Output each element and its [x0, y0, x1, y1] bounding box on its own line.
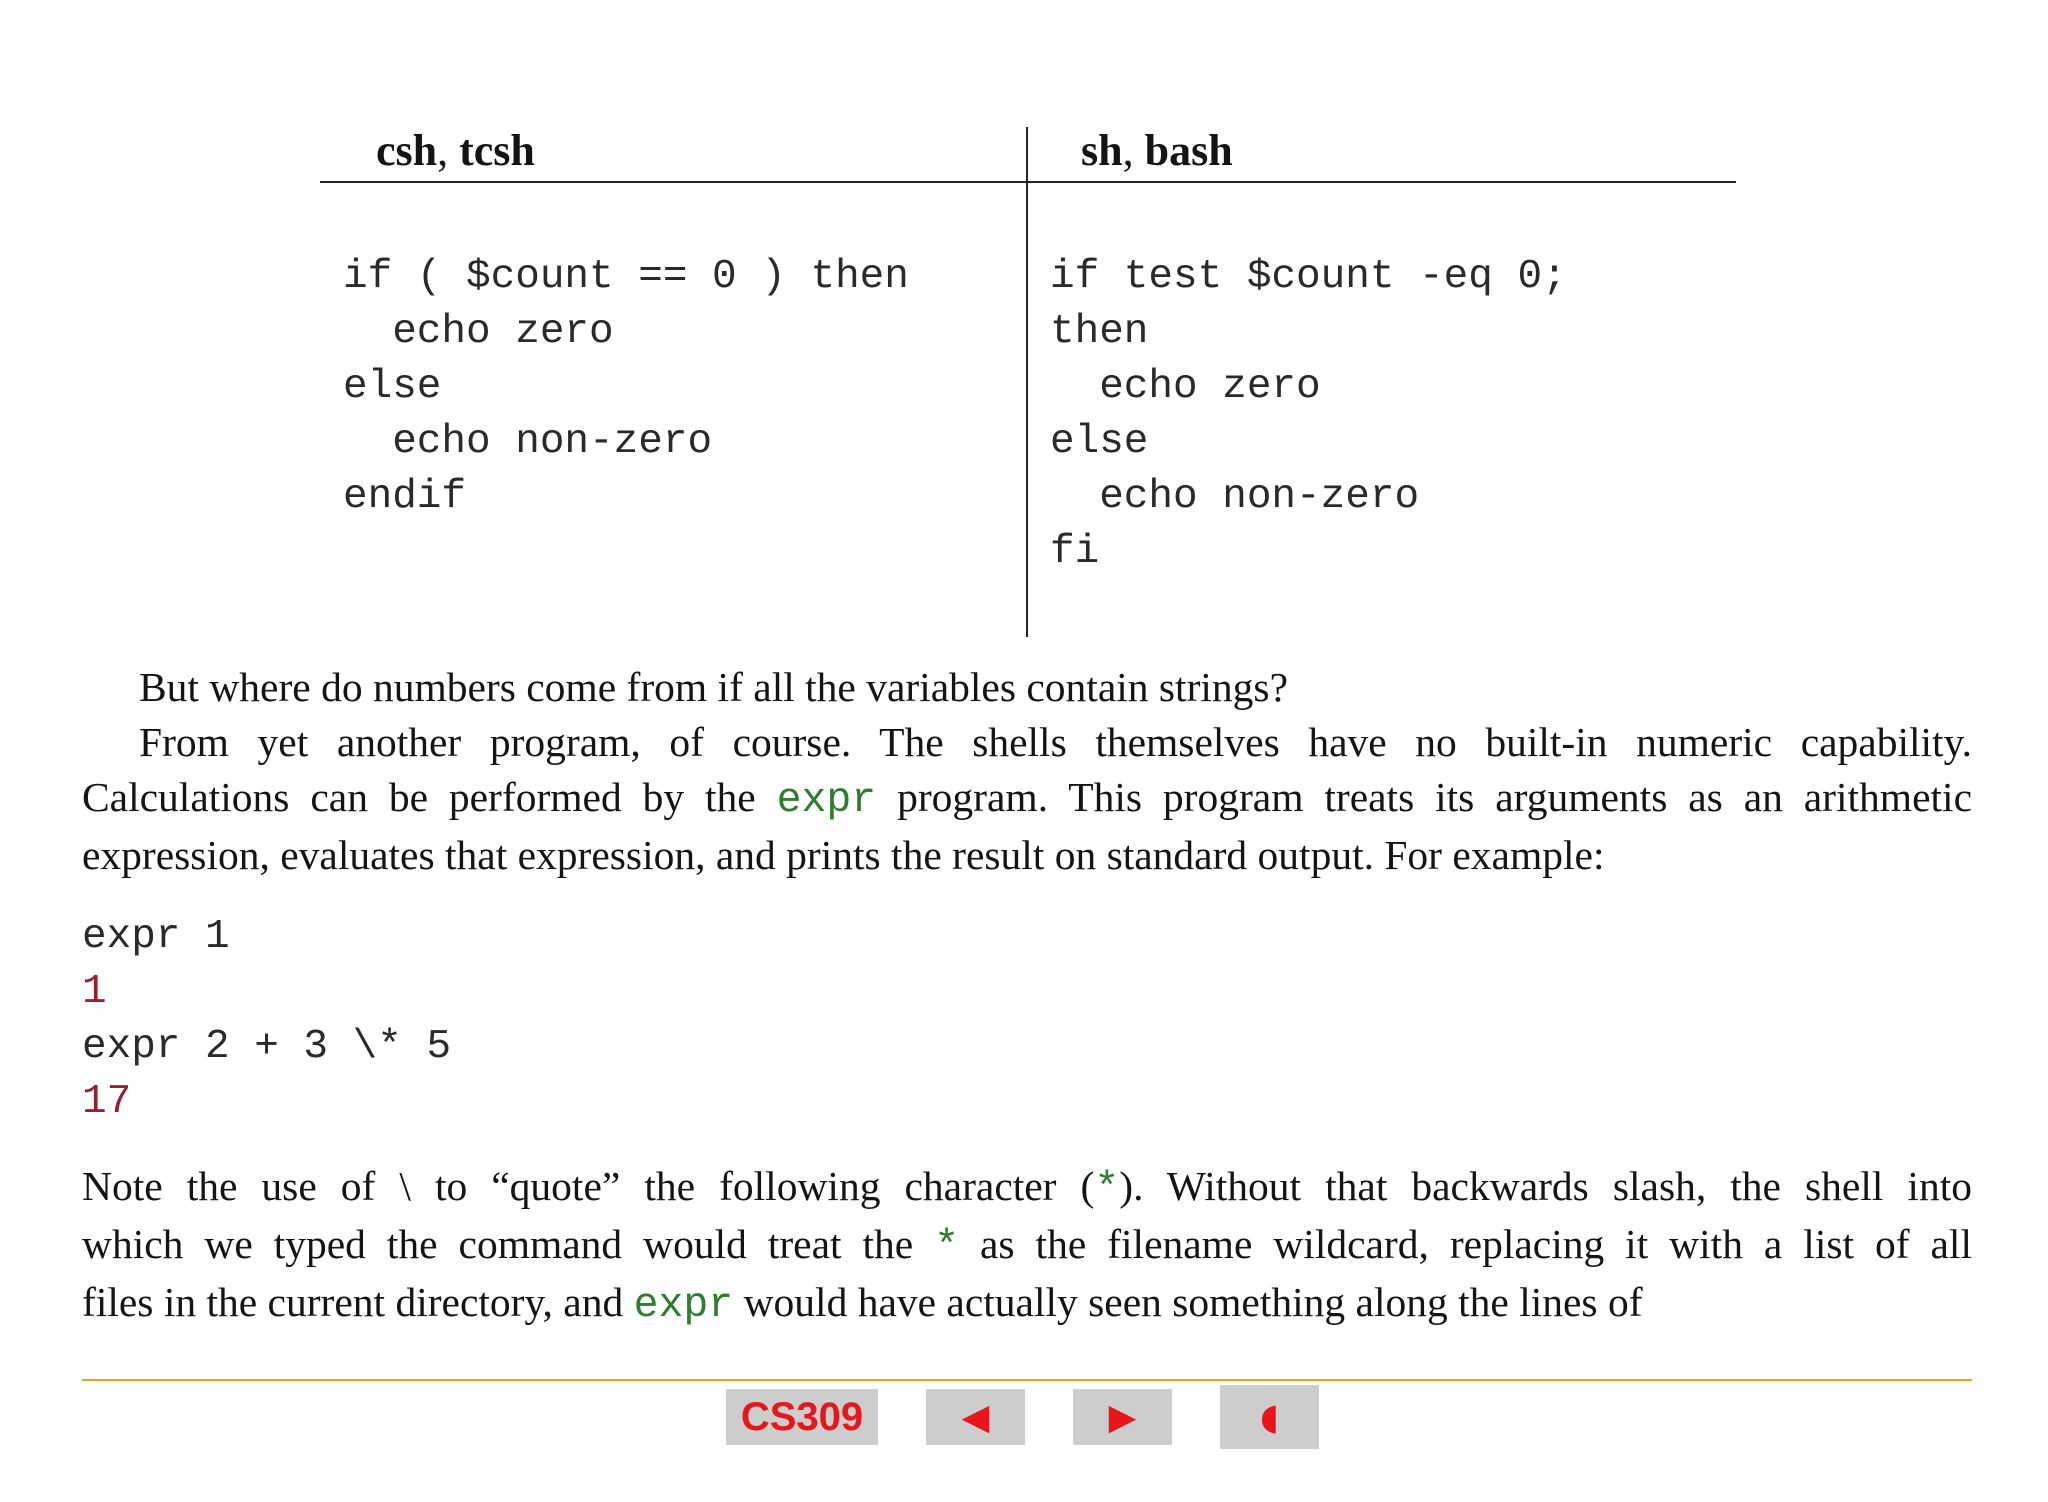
example-command: expr 1	[82, 914, 230, 960]
triangle-right-icon: ▶	[1108, 1396, 1137, 1438]
go-back-button[interactable]	[1220, 1385, 1319, 1449]
paragraph-line: which we typed the command would treat the * as the filename wildcard, replacing it with a list of all	[82, 1221, 1972, 1271]
example-output: 1	[82, 969, 107, 1015]
paragraph-line: expression, evaluates that expression, and prints the result on standard output. For example:	[82, 832, 1605, 878]
paragraph-line: From yet another program, of course. The shells themselves have no built-in numeric capability.	[139, 719, 1972, 765]
expr-keyword: expr	[633, 1282, 734, 1329]
paragraph-line: Calculations can be performed by the expr program. This program treats its arguments as an arithmetic	[82, 774, 1972, 824]
paragraph-question: But where do numbers come from if all the variables contain strings?	[139, 664, 1288, 710]
triangle-left-icon: ◀	[961, 1396, 990, 1438]
bash-code-block: if test $count -eq 0; then echo zero else echo non-zero fi	[1050, 254, 1567, 575]
expr-example-block	[82, 910, 451, 1130]
paragraph-expr-intro	[82, 715, 1972, 883]
next-page-button[interactable]	[1073, 1389, 1172, 1445]
asterisk-keyword: *	[934, 1224, 960, 1271]
paragraph-quote-note	[82, 1159, 1972, 1333]
expr-keyword: expr	[776, 777, 877, 824]
table-header-rule	[320, 181, 1736, 183]
table-column-divider	[1026, 127, 1028, 637]
example-command: expr 2 + 3 \* 5	[82, 1024, 452, 1070]
sh-column-header: sh, bash	[1081, 126, 1233, 175]
csh-column-header: csh, tcsh	[376, 126, 535, 175]
csh-code-block: if ( $count == 0 ) then echo zero else echo non-zero endif	[343, 254, 909, 520]
back-arrow-icon: ◖	[1260, 1396, 1279, 1438]
paragraph-line: Note the use of \ to “quote” the following character (*). Without that backwards slash, the shell into	[82, 1163, 1972, 1213]
course-home-button[interactable]: CS309	[726, 1389, 878, 1445]
previous-page-button[interactable]	[926, 1389, 1025, 1445]
asterisk-keyword: *	[1094, 1166, 1120, 1213]
example-output: 17	[82, 1079, 132, 1125]
paragraph-line: files in the current directory, and expr would have actually seen something along the lines of	[82, 1279, 1643, 1329]
footer-rule	[82, 1379, 1972, 1381]
